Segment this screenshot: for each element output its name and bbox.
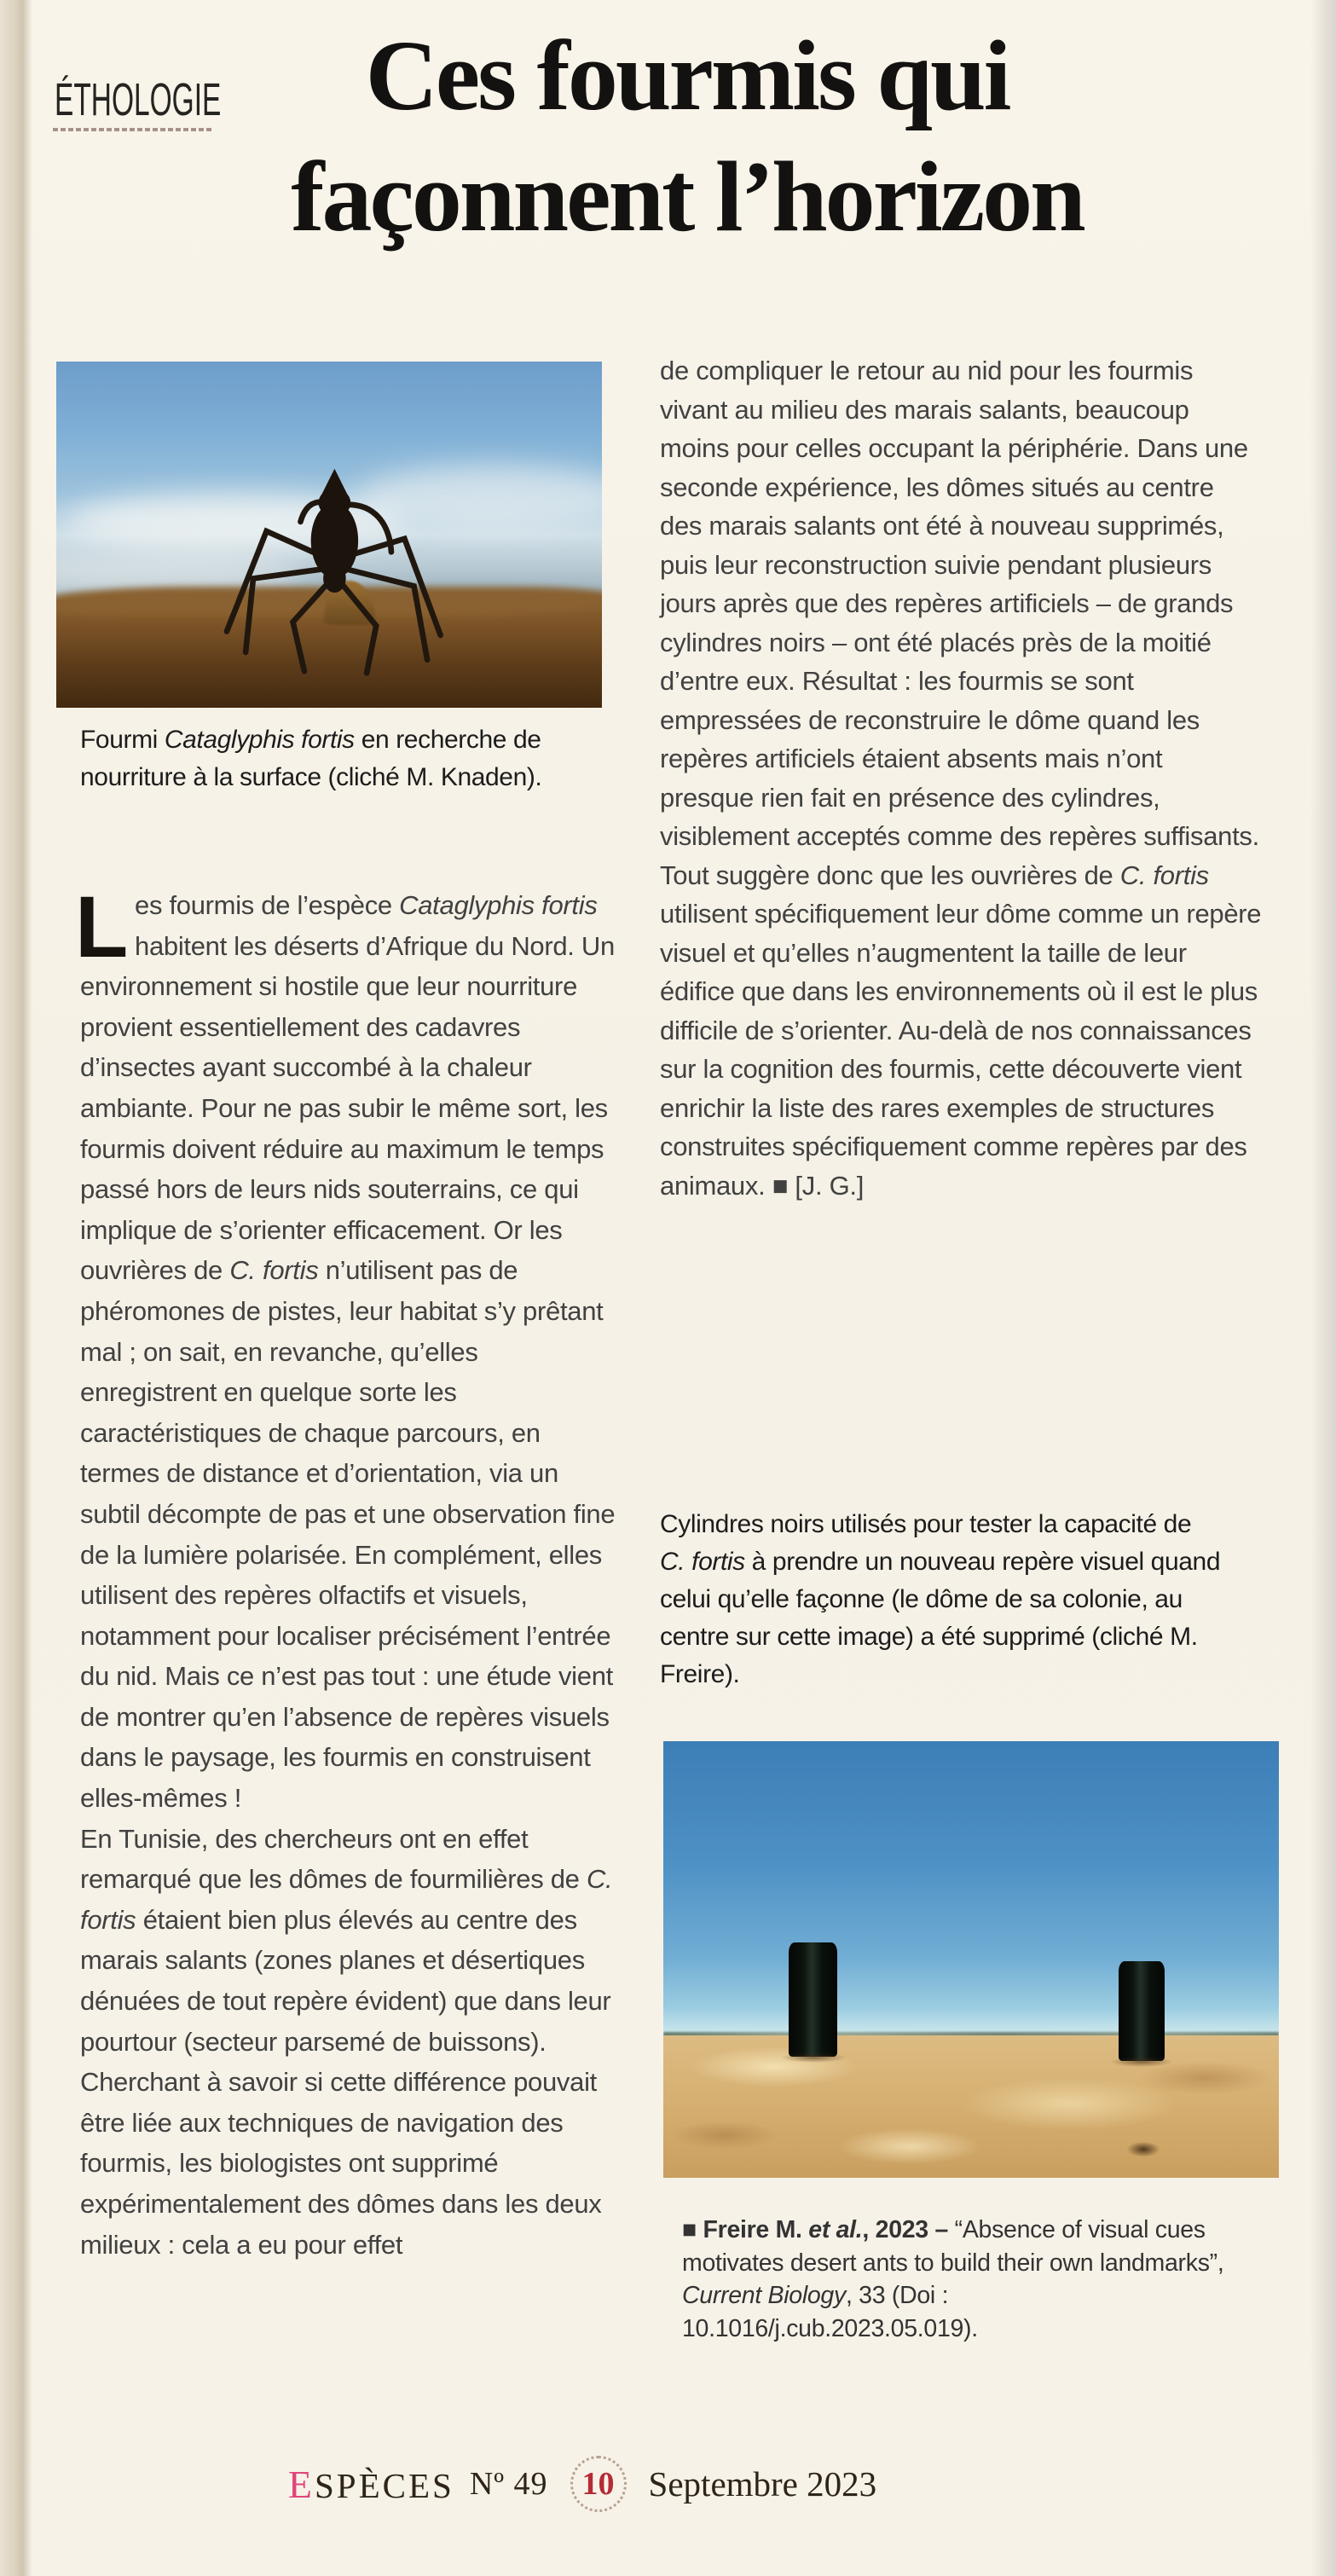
black-cylinder-right: [1119, 1961, 1165, 2061]
magazine-name: [288, 2462, 454, 2507]
ant-photo-caption: Fourmi Cataglyphis fortis en recherche de nourriture à la surface (cliché M. Knaden).: [80, 726, 542, 791]
article-right-column: [660, 351, 1262, 1205]
article-title: [184, 15, 1190, 258]
article-title-line2: façonnent l’horizon: [291, 141, 1084, 252]
page-number-value: 10: [581, 2466, 615, 2502]
cylinder-photo: [663, 1741, 1279, 2178]
issue-number: Nº 49: [469, 2466, 548, 2502]
paragraph: En Tunisie, des chercheurs ont en effet remarqué que les dômes de fourmilières de C. fortis étaient bien plus élevés au centre des marais salants (zones planes et désertiques dénuées de tout repère évident) que dans leur pourtour (secteur parsemé de buissons). Cherchant à savoir si cette différence pouvait être liée aux techniques de navigation des fourmis, les biologistes ont supprimé expérimentalement des dômes dans les deux milieux : cela a eu pour effet: [80, 1823, 613, 2260]
reference-citation: ■ Freire M. et al., 2023 – “Absence of visual cues motivates desert ants to build their own landmarks”, Current Biology, 33 (Doi : 10.1016/j.cub.2023.05.019).: [682, 2216, 1224, 2342]
paragraph: [75, 878, 621, 1819]
page-number: [570, 2456, 627, 2512]
black-cylinder-left: [789, 1942, 837, 2057]
magazine-name-rest: SPÈCES: [314, 2465, 454, 2505]
cylinder-photo-caption: Cylindres noirs utilisés pour tester la capacité de C. fortis à prendre un nouveau repère visuel quand celui qu’elle façonne (le dôme de sa colonie, au centre sur cette image) a été supprimé (cliché M. Freire).: [660, 1510, 1221, 1688]
page-left-edge-shadow: [0, 0, 32, 2576]
ant-silhouette: [193, 441, 477, 690]
section-label: ÉTHOLOGIE: [55, 74, 222, 125]
issue-date: Septembre 2023: [648, 2464, 877, 2504]
drop-cap: L: [75, 878, 129, 975]
article-left-column: [75, 878, 621, 2265]
page-right-edge-shadow: [1310, 0, 1336, 2576]
magazine-initial: E: [287, 2462, 315, 2506]
ant-photo: [56, 362, 602, 708]
salt-flat-ground: [663, 2035, 1279, 2178]
paragraph: de compliquer le retour au nid pour les fourmis vivant au milieu des marais salants, beaucoup moins pour celles occupant la périphérie. Dans une seconde expérience, les dômes situés au centre des marais salants ont été à nouveau supprimés, puis leur reconstruction suivie pendant plusieurs jours après que des repères artificiels – de grands cylindres noirs – ont été placés près de la moitié d’entre eux. Résultat : les fourmis se sont empressées de reconstruire le dôme quand les repères artificiels étaient absents mais n’ont presque rien fait en présence des cylindres, visiblement acceptés comme des repères suffisants. Tout suggère donc que les ouvrières de C. fortis utilisent spécifiquement leur dôme comme un repère visuel et qu’elles n’augmentent la taille de leur édifice que dans les environnements où il est le plus difficile de s’orienter. Au-delà de nos connaissances sur la cognition des fourmis, cette découverte vient enrichir la liste des rares exemples de structures construites spécifiquement comme repères par des animaux. ■ [J. G.]: [660, 356, 1262, 1201]
article-title-line1: Ces fourmis qui: [365, 20, 1009, 131]
page-footer: [0, 2456, 1165, 2512]
paragraph-text: es fourmis de l’espèce Cataglyphis fortis habitent les déserts d’Afrique du Nord. Un environnement si hostile que leur nourriture provient essentiellement des cadavres d’insectes ayant succombé à la chaleur ambiante. Pour ne pas subir le même sort, les fourmis doivent réduire au maximum le temps passé hors de leurs nids souterrains, ce qui implique de s’orienter efficacement. Or les ouvrières de C. fortis n’utilisent pas de phéromones de pistes, leur habitat s’y prêtant mal ; on sait, en revanche, qu’elles enregistrent en quelque sorte les caractéristiques de chaque parcours, en termes de distance et d’orientation, via un subtil décompte de pas et une observation fine de la lumière polarisée. En complément, elles utilisent des repères olfactifs et visuels, notamment pour localiser précisément l’entrée du nid. Mais ce n’est pas tout : une étude vient de montrer qu’en l’absence de repères visuels dans le paysage, les fourmis en construisent elles-mêmes !: [80, 890, 616, 1814]
